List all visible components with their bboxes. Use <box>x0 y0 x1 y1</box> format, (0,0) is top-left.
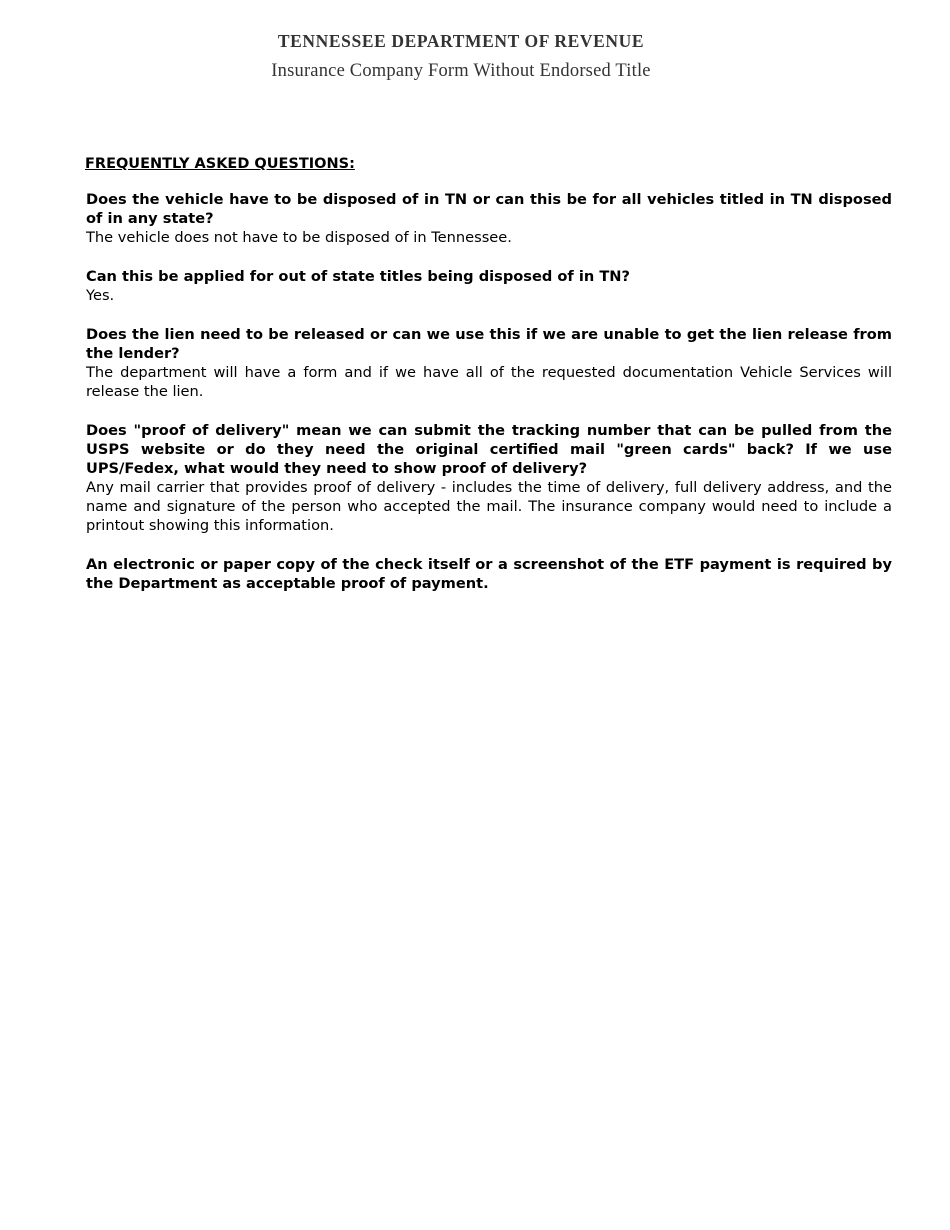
faq-closing-item <box>86 555 892 593</box>
faq-list <box>86 190 892 613</box>
faq-question: Does the vehicle have to be disposed of in TN or can this be for all vehicles titled in TN disposed of in any state? <box>86 191 892 227</box>
faq-question: Does "proof of delivery" mean we can submit the tracking number that can be pulled from the USPS website or do they need the original certified mail "green cards" back? If we use UPS/Fedex, what would they need to show proof of delivery? <box>86 422 892 477</box>
department-name: TENNESSEE DEPARTMENT OF REVENUE <box>277 31 645 51</box>
faq-item <box>86 421 892 535</box>
payment-proof-note: An electronic or paper copy of the check itself or a screenshot of the ETF payment is required by the Department as acceptable proof of payment. <box>86 556 892 592</box>
faq-answer: The vehicle does not have to be disposed of in Tennessee. <box>86 229 512 246</box>
faq-heading: FREQUENTLY ASKED QUESTIONS: <box>85 156 355 172</box>
faq-answer: The department will have a form and if we have all of the requested documentation Vehicle Services will release the lien. <box>86 364 892 400</box>
form-title: Insurance Company Form Without Endorsed Title <box>271 61 651 81</box>
faq-question: Does the lien need to be released or can we use this if we are unable to get the lien release from the lender? <box>86 326 892 362</box>
faq-answer: Yes. <box>86 287 115 304</box>
faq-item <box>86 267 892 305</box>
faq-answer: Any mail carrier that provides proof of delivery - includes the time of delivery, full delivery address, and the name and signature of the person who accepted the mail. The insurance company would need to include a printout showing this information. <box>86 479 892 534</box>
faq-item <box>86 325 892 401</box>
faq-question: Can this be applied for out of state titles being disposed of in TN? <box>86 268 630 285</box>
faq-item <box>86 190 892 247</box>
document-header <box>0 30 922 83</box>
